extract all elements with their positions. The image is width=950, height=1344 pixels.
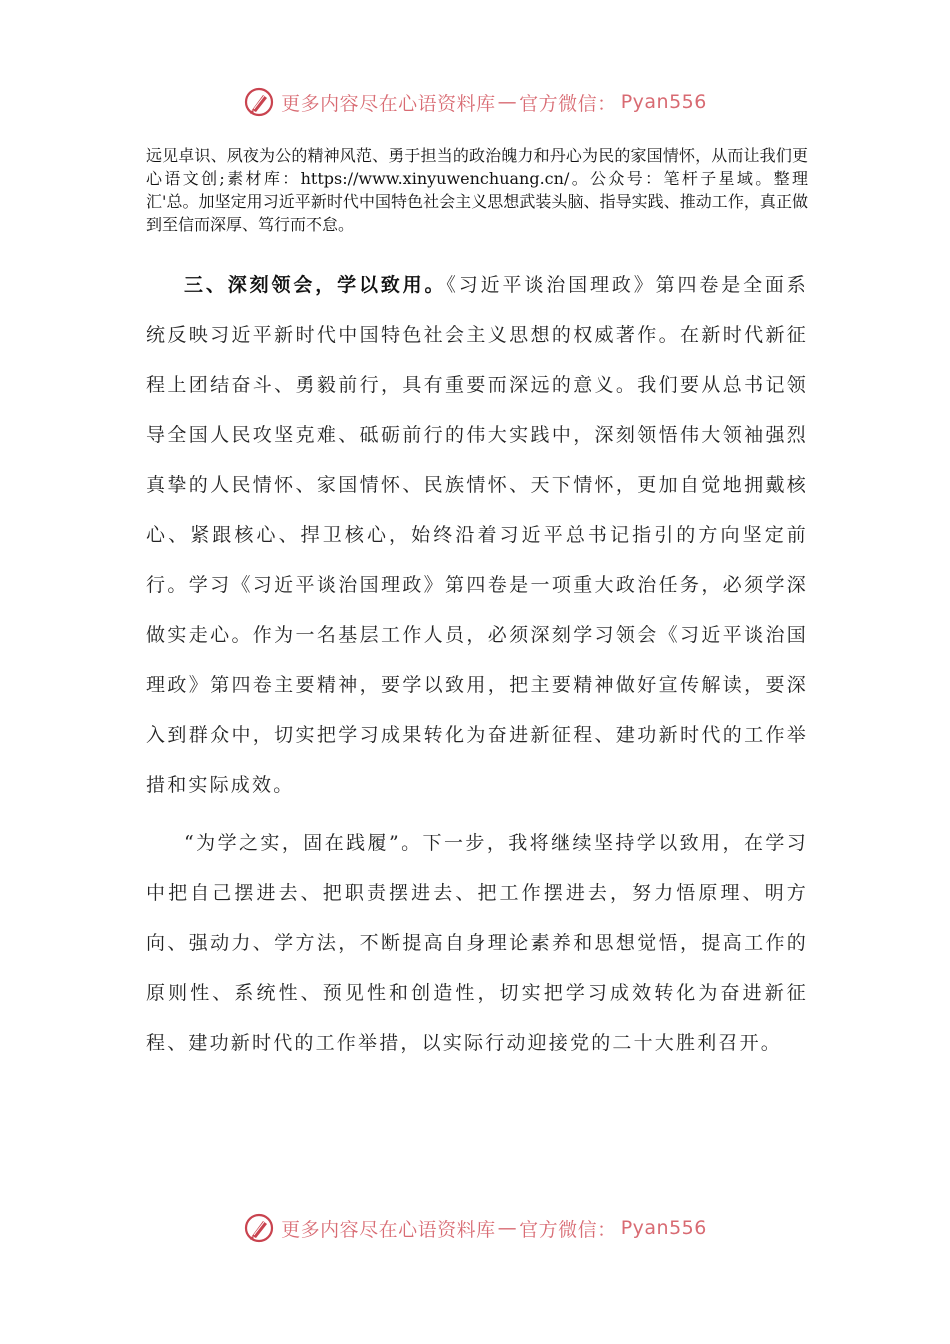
banner-wechat-id: Pyan556 <box>620 91 707 113</box>
banner-site-text: 更多内容尽在心语资料库 <box>281 1218 496 1241</box>
closing-paragraph: “为学之实，固在践履”。下一步，我将继续坚持学以致用，在学习中把自己摆进去、把职责摆进去、把工作摆进去，努力悟原理、明方向、强动力、学方法，不断提高自身理论素养和思想觉悟，提高工作的原则性、系统性、预见性和创造性，切实把学习成效转化为奋进新征程、建功新时代的工作举措，以实际行动迎接党的二十大胜利召开。 <box>146 832 808 1054</box>
banner-separator: — <box>497 1217 518 1239</box>
banner-official-text: 官方微信： <box>519 92 617 115</box>
banner-wechat-id: Pyan556 <box>620 1217 707 1239</box>
section-three-paragraph <box>146 260 808 810</box>
top-paragraph-text: 远见卓识、夙夜为公的精神风范、勇于担当的政治魄力和丹心为民的家国情怀，从而让我们更心语文创;素材库：https://www.xinyuwenchuang.cn/。公众号：笔杆子星域。整理汇'总。加坚定用习近平新时代中国特色社会主义思想武装头脑、指导实践、推动工作，真正做到至信而深厚、笃行而不怠。 <box>146 146 808 234</box>
top-paragraph <box>146 144 808 236</box>
section-three-text: 《习近平谈治国理政》第四卷是全面系统反映习近平新时代中国特色社会主义思想的权威著作。在新时代新征程上团结奋斗、勇毅前行，具有重要而深远的意义。我们要从总书记领导全国人民攻坚克难、砥砺前行的伟大实践中，深刻领悟伟大领袖强烈真挚的人民情怀、家国情怀、民族情怀、天下情怀，更加自觉地拥戴核心、紧跟核心、捍卫核心，始终沿着习近平总书记指引的方向坚定前行。学习《习近平谈治国理政》第四卷是一项重大政治任务，必须学深做实走心。作为一名基层工作人员，必须深刻学习领会《习近平谈治国理政》第四卷主要精神，要学以致用，把主要精神做好宣传解读，要深入到群众中，切实把学习成果转化为奋进新征程、建功新时代的工作举措和实际成效。 <box>146 274 809 796</box>
footer-banner <box>0 1208 950 1248</box>
section-three-heading: 三、深刻领会，学以致用。 <box>184 274 447 296</box>
pen-nib-logo-icon <box>243 86 275 118</box>
header-banner <box>0 82 950 122</box>
banner-site-text: 更多内容尽在心语资料库 <box>281 92 496 115</box>
section-three <box>146 260 808 810</box>
pen-nib-logo-icon <box>243 1212 275 1244</box>
banner-official-text: 官方微信： <box>519 1218 617 1241</box>
banner-separator: — <box>497 91 518 113</box>
closing-section <box>146 818 808 1068</box>
